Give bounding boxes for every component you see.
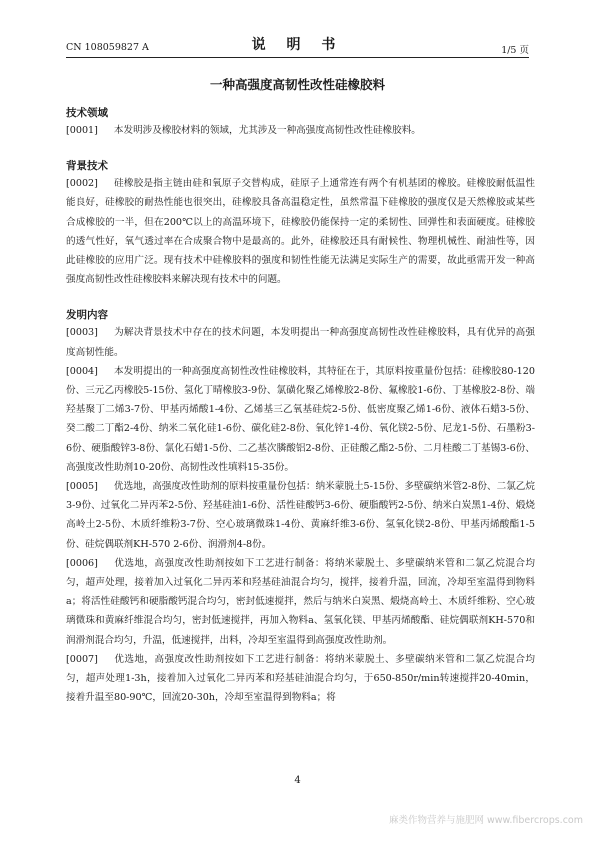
paragraph-0007 bbox=[66, 650, 535, 708]
paragraph-number: [0003] bbox=[66, 327, 98, 339]
section-heading-invention: 发明内容 bbox=[66, 309, 108, 322]
paragraph-0001 bbox=[66, 121, 535, 140]
paragraph-0003 bbox=[66, 323, 535, 361]
paragraph-number: [0002] bbox=[66, 178, 98, 190]
paragraph-0004 bbox=[66, 362, 535, 477]
paragraph-text: 本发明提出的一种高强度高韧性改性硅橡胶料，其特征在于，其原料按重量份包括：硅橡胶80-120份、三元乙丙橡胶5-15份、氢化丁晴橡胶3-9份、氯磺化聚乙烯橡胶2-8份、氟橡胶1-6份、丁基橡胶2-8份、端羟基聚丁二烯3-7份、甲基丙烯酸1-4份、乙烯基三乙氧基硅烷2-5份、低密度聚乙烯1-6份、液体石蜡3-5份、癸二酸二丁酯2-4份、纳米二氧化硅1-6份、碳化硅2-8份、氧化锌1-4份、氧化镁2-5份、尼龙1-5份、石墨粉3-6份、硬脂酸锌3-8份、氯化石蜡1-5份、二乙基次膦酸铝2-8份、正硅酸乙酯2-5份、二月桂酸二丁基锡3-6份、高强度改性助剂10-20份、高韧性改性填料15-35份。 bbox=[66, 365, 535, 473]
paragraph-0002 bbox=[66, 174, 535, 289]
paragraph-number: [0001] bbox=[66, 125, 98, 136]
paragraph-text: 优选地，高强度改性助剂按如下工艺进行制备：将纳米蒙脱土、多壁碳纳米管和二氯乙烷混合均匀，超声处理1-3h，接着加入过氧化二异丙苯和羟基硅油混合均匀，于650-850r/min转速搅拌20-40min，接着升温至80-90℃，回流20-30h，冷却至室温得到物料a；将 bbox=[66, 653, 535, 704]
paragraph-number: [0006] bbox=[66, 557, 98, 569]
paragraph-0005 bbox=[66, 477, 535, 554]
document-title: 一种高强度高韧性改性硅橡胶料 bbox=[209, 77, 385, 92]
paragraph-number: [0007] bbox=[66, 653, 98, 665]
patent-number: CN 108059827 A bbox=[66, 42, 149, 53]
page-header bbox=[66, 30, 529, 60]
header-divider bbox=[66, 57, 529, 58]
paragraph-0006 bbox=[66, 554, 535, 650]
section-heading-background: 背景技术 bbox=[66, 160, 108, 173]
paragraph-text: 优选地，高强度改性助剂的原料按重量份包括：纳米蒙脱土5-15份、多壁碳纳米管2-8份、二氯乙烷3-9份、过氧化二异丙苯2-5份、羟基硅油1-6份、活性硅酸钙3-6份、硬脂酸钙2-5份、纳米白炭黑1-4份、煅烧高岭土2-5份、木质纤维粉3-7份、空心玻璃微珠1-4份、黄麻纤维3-6份、氢氧化镁2-8份、甲基丙烯酸酯1-5份、硅烷偶联剂KH-570 2-6份、润滑剂4-8份。 bbox=[66, 481, 535, 550]
site-watermark: 麻类作物营养与施肥网 www.fibercrops.com bbox=[388, 815, 583, 826]
paragraph-text: 硅橡胶是指主链由硅和氧原子交替构成，硅原子上通常连有两个有机基团的橡胶。硅橡胶耐低温性能良好，硅橡胶的耐热性能也很突出，硅橡胶具备高温稳定性，虽然常温下硅橡胶的强度仅是天然橡胶或某些合成橡胶的一半，但在200℃以上的高温环境下，硅橡胶仍能保持一定的柔韧性、回弹性和表面硬度。硅橡胶的透气性好，氧气透过率在合成聚合物中是最高的。此外，硅橡胶还具有耐候性、物理机械性、耐油性等，因此硅橡胶的应用广泛。现有技术中硅橡胶料的强度和韧性性能无法满足实际生产的需要，故此亟需开发一种高强度高韧性改性硅橡胶料来解决现有技术中的问题。 bbox=[66, 178, 535, 286]
paragraph-number: [0004] bbox=[66, 365, 98, 377]
paragraph-text: 本发明涉及橡胶材料的领域，尤其涉及一种高强度高韧性改性硅橡胶料。 bbox=[113, 125, 421, 136]
page-indicator: 1/5 页 bbox=[501, 45, 529, 56]
page-number: 4 bbox=[294, 775, 301, 786]
paragraph-number: [0005] bbox=[66, 481, 98, 493]
document-body bbox=[66, 105, 535, 707]
paragraph-text: 优选地，高强度改性助剂按如下工艺进行制备：将纳米蒙脱土、多壁碳纳米管和二氯乙烷混合均匀，超声处理，接着加入过氧化二异丙苯和羟基硅油混合均匀，搅拌，接着升温，回流，冷却至室温得到物料a；将活性硅酸钙和硬脂酸钙混合均匀，密封低速搅拌，然后与纳米白炭黑、煅烧高岭土、木质纤维粉、空心玻璃微珠和黄麻纤维混合均匀，密封低速搅拌，再加入物料a、氢氧化镁、甲基丙烯酸酯、硅烷偶联剂KH-570和润滑剂混合均匀，升温，低速搅拌，出料，冷却至室温得到高强度改性助剂。 bbox=[66, 557, 535, 646]
section-heading-tech-field: 技术领域 bbox=[66, 107, 108, 119]
document-type: 说 明 书 bbox=[251, 37, 344, 53]
paragraph-text: 为解决背景技术中存在的技术问题，本发明提出一种高强度高韧性改性硅橡胶料，具有优异的高强度高韧性能。 bbox=[66, 327, 535, 358]
